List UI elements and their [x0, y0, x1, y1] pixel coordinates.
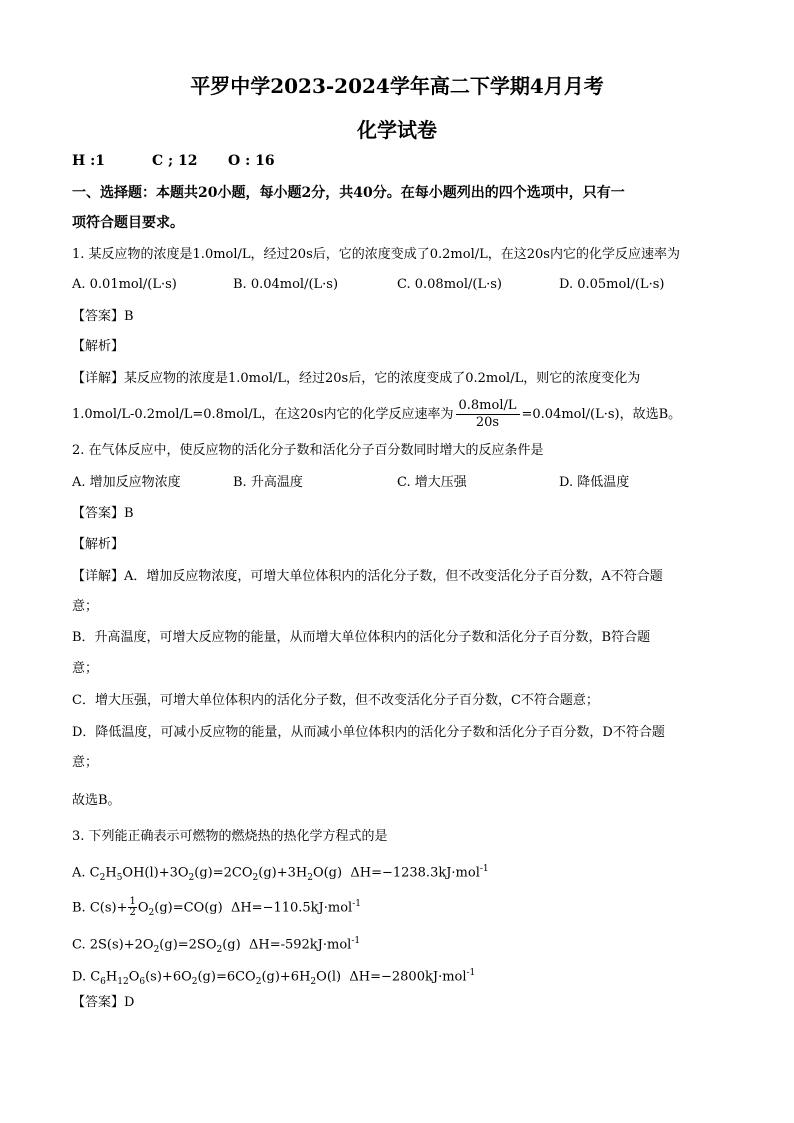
- fraction-denominator: 20s: [475, 415, 500, 430]
- q1-analysis-label: 【解析】: [72, 339, 125, 354]
- q1-option-a: A. 0.01mol/(L·s): [72, 277, 177, 292]
- atomic-mass-h: H :1: [72, 153, 106, 169]
- q3-option-d: D. $C_6H_{12}O_6(s)+6O_2(g)=6CO_2(g)+6H_2O(l)$ ΔH=−2800kJ·mol$^{-1}$: [72, 968, 476, 987]
- section-heading-line1: 一、选择题：本题共20小题，每小题2分，共40分。在每小题列出的四个选项中，只有一: [72, 185, 625, 201]
- q3-option-c: C. $2S(s)+2O_2(g)=2SO_2(g)$ ΔH=-592kJ·mol$^{-1}$: [72, 936, 361, 955]
- q2-stem: 2. 在气体反应中，使反应物的活化分子数和活化分子百分数同时增大的反应条件是: [72, 443, 544, 458]
- q1-detail-text-post: =0.04mol/(L·s)，故选B。: [521, 407, 682, 422]
- q1-option-d: D. 0.05mol/(L·s): [559, 277, 665, 292]
- q3-stem: 3. 下列能正确表示可燃物的燃烧热的热化学方程式的是: [72, 829, 388, 844]
- q2-analysis-label: 【解析】: [72, 537, 125, 552]
- half-fraction: $\frac{1}{2}$: [129, 896, 136, 919]
- q1-stem: 1. 某反应物的浓度是1.0mol/L，经过20s后，它的浓度变成了0.2mol/L，在这20s内它的化学反应速率为: [72, 247, 680, 262]
- atomic-mass-o: O : 16: [228, 153, 275, 169]
- q1-detail-text-pre: 1.0mol/L-0.2mol/L=0.8mol/L，在这20s内它的化学反应速率为: [72, 407, 454, 422]
- q1-option-b: B. 0.04mol/(L·s): [233, 277, 339, 292]
- q3-option-a: A. $C_2H_5OH(l)+3O_2(g)=2CO_2(g)+3H_2O(g)$ ΔH=−1238.3kJ·mol$^{-1}$: [72, 864, 489, 883]
- q1-detail-line1: 【详解】某反应物的浓度是1.0mol/L，经过20s后，它的浓度变成了0.2mol/L，则它的浓度变化为: [72, 371, 641, 386]
- q1-rate-fraction: [456, 398, 520, 431]
- fraction-numerator: 0.8mol/L: [456, 398, 520, 415]
- q2-detail-c: C．增大压强，可增大单位体积内的活化分子数，但不改变活化分子百分数，C不符合题意；: [72, 693, 599, 708]
- q3-answer: 【答案】D: [72, 995, 135, 1010]
- q1-detail-line2: [72, 398, 681, 432]
- q2-option-b: B. 升高温度: [233, 475, 303, 490]
- q2-detail-d-cont: 意；: [72, 755, 99, 770]
- q1-answer: 【答案】B: [72, 309, 134, 324]
- exam-subject: 化学试卷: [357, 118, 437, 142]
- q1-option-c: C. 0.08mol/(L·s): [397, 277, 502, 292]
- q2-detail-b-cont: 意；: [72, 661, 99, 676]
- atomic-mass-c: C ; 12: [152, 153, 198, 169]
- q3-option-b: B. C(s)+ $\frac{1}{2}$ $O_2(g)=CO(g)$ ΔH=−110.5kJ·mol$^{-1}$: [72, 896, 361, 919]
- section-heading-line2: 项符合题目要求。: [72, 215, 184, 231]
- q2-conclusion: 故选B。: [72, 793, 121, 808]
- q2-detail-a: 【详解】A．增加反应物浓度，可增大单位体积内的活化分子数，但不改变活化分子百分数，A不符合题: [72, 569, 663, 584]
- q2-answer: 【答案】B: [72, 506, 134, 521]
- q2-detail-d: D．降低温度，可减小反应物的能量，从而减小单位体积内的活化分子数和活化分子百分数，D不符合题: [72, 725, 665, 740]
- q2-detail-b: B．升高温度，可增大反应物的能量，从而增大单位体积内的活化分子数和活化分子百分数，B符合题: [72, 630, 651, 645]
- q2-option-d: D. 降低温度: [559, 475, 630, 490]
- exam-title: 平罗中学2023-2024学年高二下学期4月月考: [190, 74, 604, 98]
- q2-detail-a-cont: 意；: [72, 599, 99, 614]
- q2-option-a: A. 增加反应物浓度: [72, 475, 181, 490]
- q2-option-c: C. 增大压强: [397, 475, 467, 490]
